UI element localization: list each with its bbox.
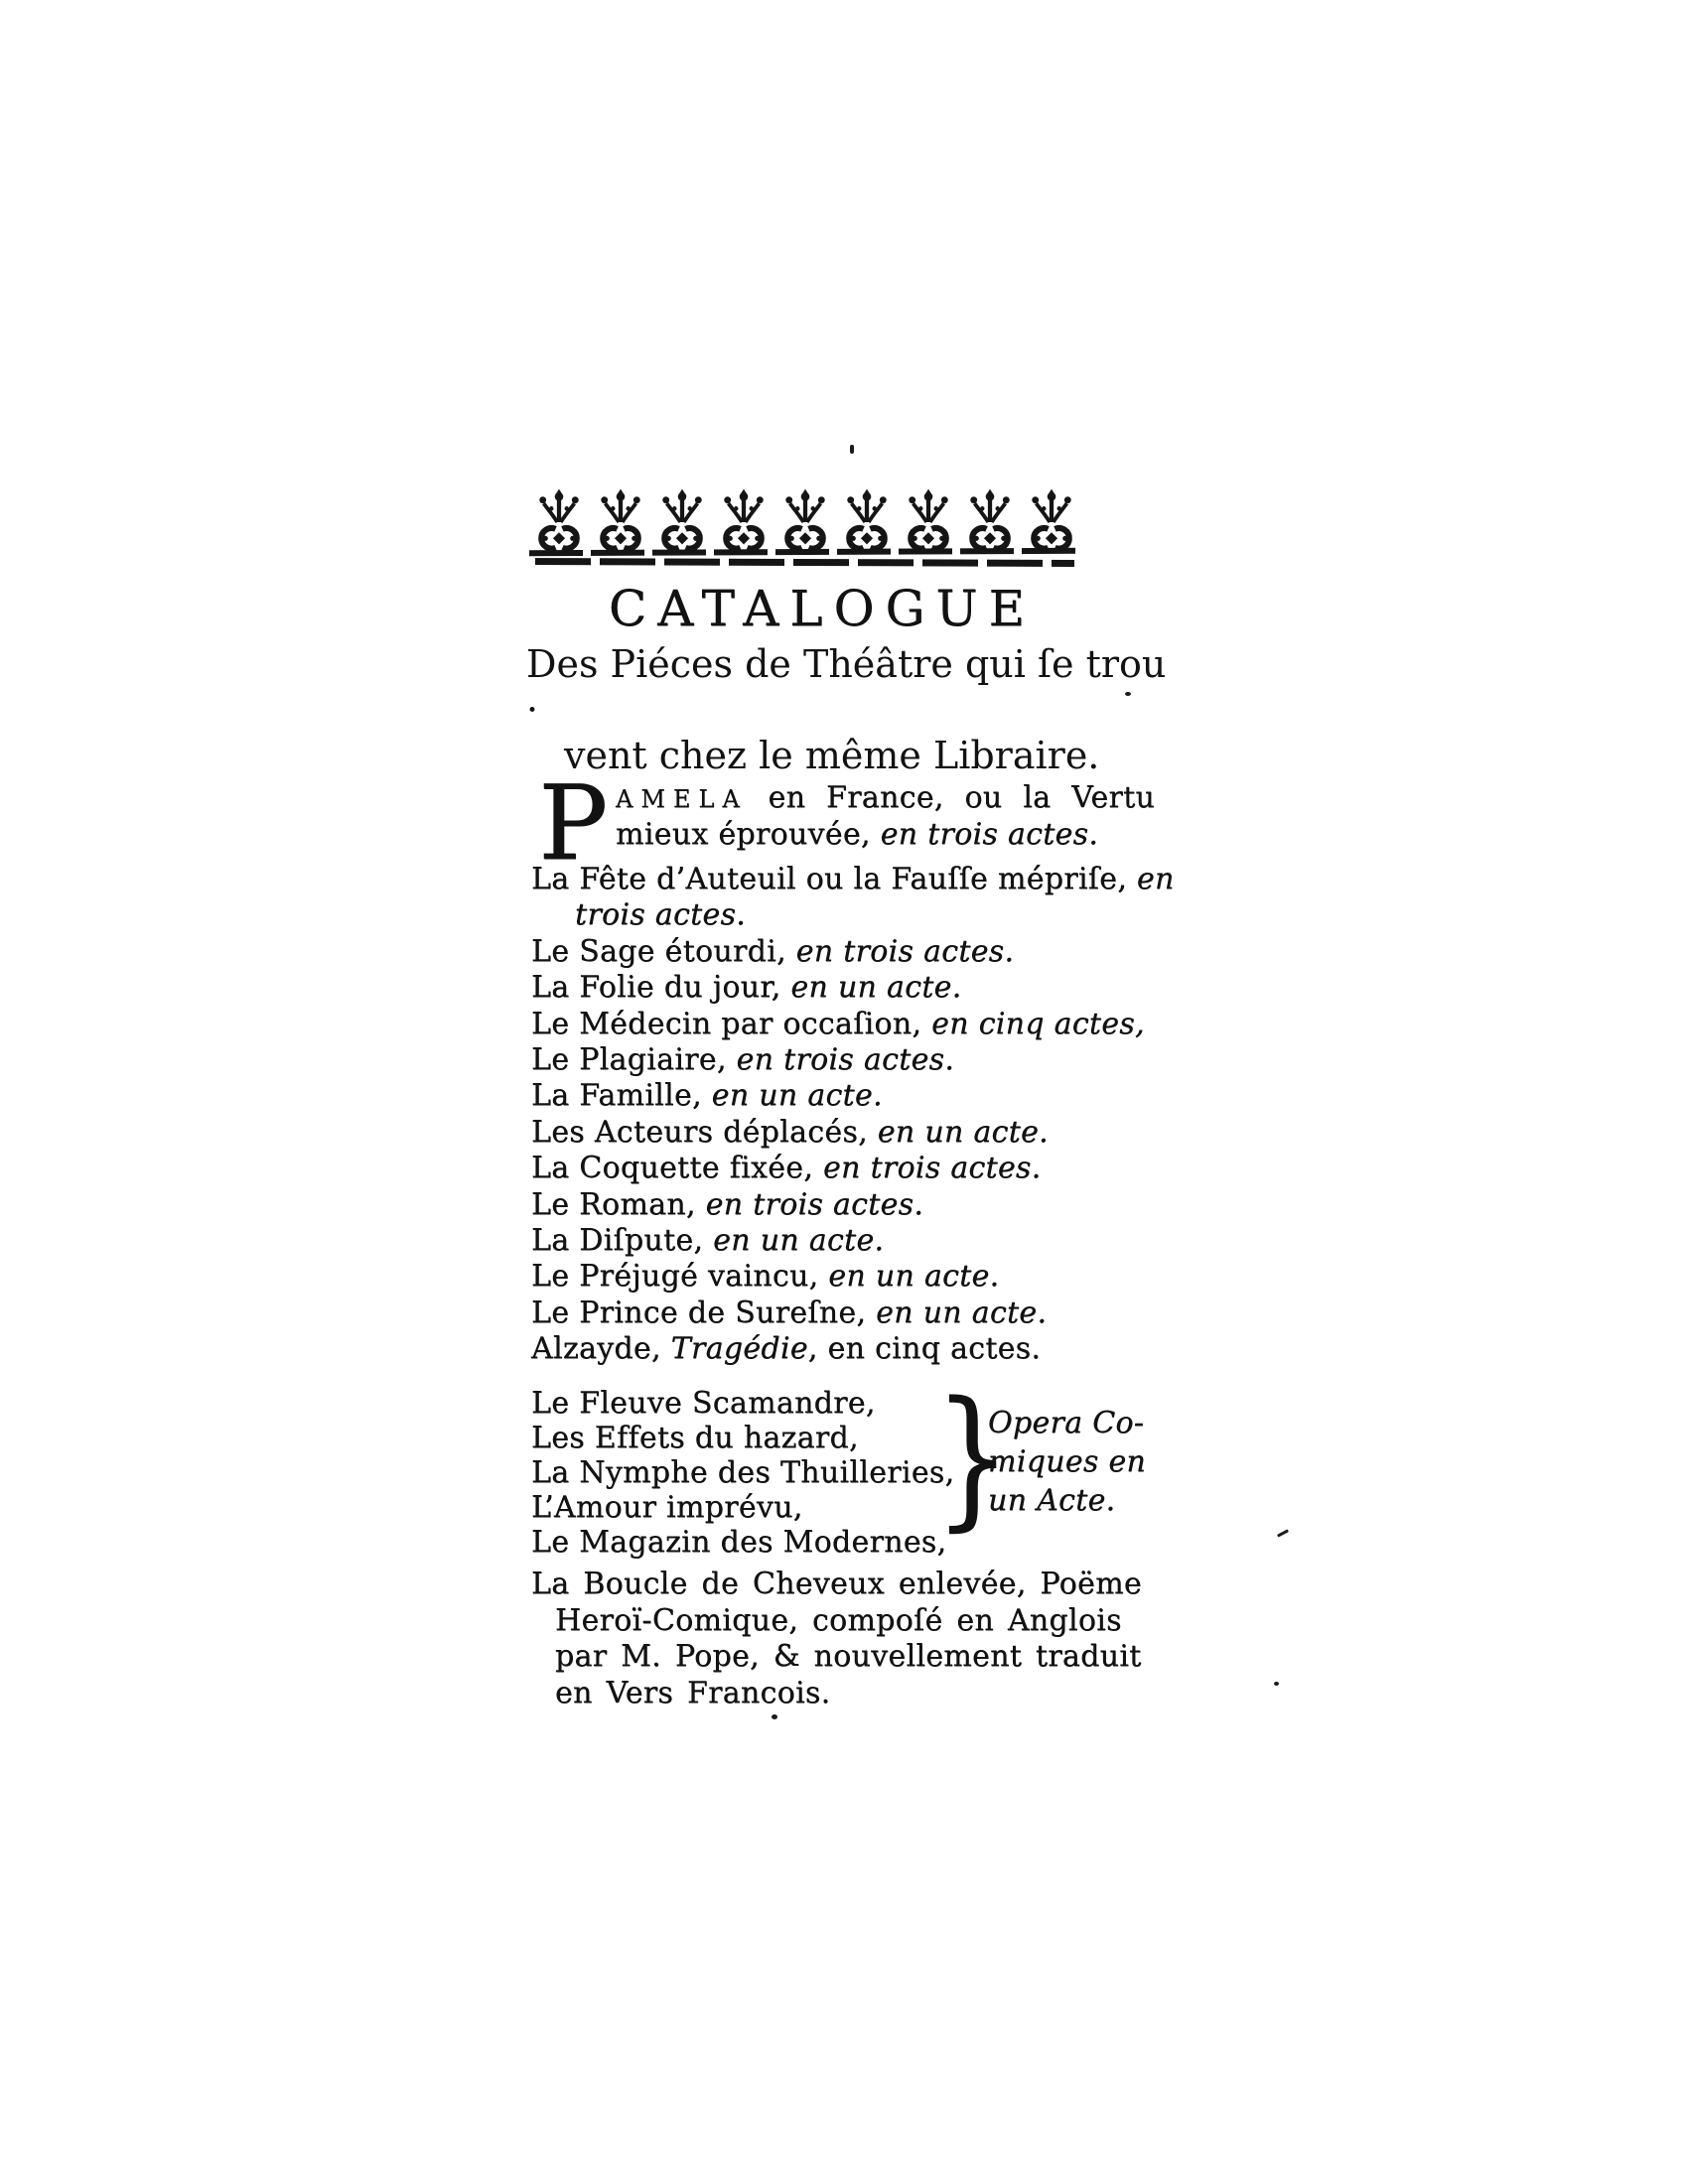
entry-genre: en un acte. — [711, 1078, 883, 1114]
entry-genre: en un acte. — [828, 1259, 1000, 1295]
catalog-entry — [531, 970, 1165, 1006]
catalog-entry: Les Effets du hazard, — [531, 1421, 859, 1455]
opera-group-label — [988, 1404, 1146, 1520]
entry-text: Les Acteurs déplacés, — [531, 1114, 878, 1150]
entry-text: Le Plagiaire, — [531, 1042, 737, 1078]
scan-speck — [1274, 1682, 1279, 1686]
catalog-entry — [531, 1259, 1165, 1295]
subtitle-line: vent chez le même Libraire. — [564, 734, 1100, 777]
catalog-entry — [531, 1078, 1165, 1114]
catalog-entry — [531, 1223, 1165, 1259]
entry-genre: en trois actes. — [880, 817, 1099, 853]
ornament-rule-bottom — [526, 558, 1074, 567]
label-line: un Acte. — [988, 1483, 1116, 1518]
catalog-entry — [531, 1115, 1165, 1151]
entry-genre: en un acte. — [713, 1223, 885, 1259]
paragraph-line: Heroï-Comique, compoſé en Anglois — [555, 1602, 1122, 1638]
page-title: CATALOGUE — [608, 580, 1037, 637]
opera-comiques-group — [531, 1369, 1165, 1560]
entry-text: Le Sage étourdi, — [531, 933, 796, 969]
scan-speck — [850, 445, 854, 454]
catalog-entry — [531, 1042, 1165, 1078]
page-subtitle — [526, 641, 1167, 778]
scan-speck — [1125, 692, 1131, 696]
catalog-entries — [531, 862, 1175, 1368]
entry-text: en France, ou la Vertu — [747, 780, 1156, 815]
catalog-entry — [531, 1007, 1165, 1042]
fleuron-ornament-icon — [836, 486, 898, 558]
catalog-entry: Le Magazin des Modernes, — [531, 1525, 947, 1560]
entry-genre: en cinq actes, — [931, 1006, 1145, 1041]
paragraph-line: La Boucle de Cheveux enlevée, Poëme — [531, 1567, 1142, 1601]
paragraph-line: par M. Pope, & nouvellement traduit — [555, 1639, 1142, 1675]
entry-text: , en cinq actes. — [807, 1331, 1042, 1367]
entry-genre: en un acte. — [876, 1295, 1048, 1330]
label-line: Opera Co- — [988, 1406, 1145, 1440]
paragraph-line: en Vers Francois. — [555, 1675, 831, 1710]
entry-genre: Tragédie — [670, 1331, 808, 1367]
entry-text: La Diſpute, — [531, 1223, 714, 1259]
entry-genre: en un acte. — [790, 970, 962, 1006]
entry-text: La Famille, — [531, 1078, 712, 1114]
small-caps-text: AMELA — [616, 785, 748, 813]
catalog-entry: La Nymphe des Thuilleries, — [531, 1455, 955, 1490]
catalog-entry — [531, 934, 1165, 970]
catalog-entry: Le Fleuve Scamandre, — [531, 1386, 876, 1421]
entry-text: Le Préjugé vaincu, — [531, 1259, 829, 1295]
entry-text: Le Prince de Sureſne, — [531, 1295, 877, 1330]
fleuron-ornament-icon — [713, 486, 774, 558]
catalog-entry — [531, 1187, 1165, 1223]
drop-cap: P — [538, 762, 609, 884]
label-line: miques en — [988, 1444, 1147, 1479]
entry-genre: en trois actes. — [795, 933, 1015, 969]
entry-line — [616, 780, 1160, 817]
ornament-band — [528, 486, 1084, 566]
catalog-entry: L’Amour imprévu, — [531, 1490, 803, 1525]
entry-genre: en un acte. — [877, 1114, 1049, 1150]
scan-speck — [772, 1714, 777, 1719]
entry-line — [616, 817, 1160, 853]
entry-text: Le Médecin par occaſion, — [531, 1006, 932, 1041]
fleuron-ornament-icon — [898, 486, 959, 558]
closing-paragraph — [531, 1567, 1165, 1711]
entry-genre: en trois actes. — [822, 1151, 1042, 1186]
entry-genre: en trois actes. — [736, 1042, 955, 1078]
fleuron-ornament-icon — [651, 486, 713, 558]
grouping-brace-icon: } — [933, 1369, 1012, 1545]
entry-genre: en trois actes. — [705, 1186, 924, 1222]
subtitle-line: Des Piéces de Théâtre qui ſe trou · — [526, 642, 1167, 732]
entry-genre: en — [1136, 862, 1175, 896]
entry-text: Le Roman, — [531, 1186, 706, 1222]
entry-text: La Fête d’Auteuil ou la Fauſſe mépriſe, — [531, 862, 1137, 896]
catalog-entry — [531, 1296, 1165, 1331]
catalog-entry — [531, 897, 1165, 933]
scan-speck — [1277, 1529, 1289, 1537]
fleuron-ornament-icon — [774, 486, 836, 558]
entry-text: La Folie du jour, — [531, 970, 791, 1006]
catalog-entry — [531, 1151, 1165, 1186]
entry-genre: trois actes. — [575, 897, 747, 933]
entry-text: mieux éprouvée, — [616, 817, 881, 853]
entry-text: Alzayde, — [531, 1331, 671, 1367]
catalog-entry — [531, 1331, 1165, 1367]
fleuron-ornament-icon — [528, 486, 590, 558]
fleuron-ornament-icon — [590, 486, 651, 558]
catalog-entry — [531, 862, 1175, 897]
entry-text: La Coquette fixée, — [531, 1151, 823, 1186]
